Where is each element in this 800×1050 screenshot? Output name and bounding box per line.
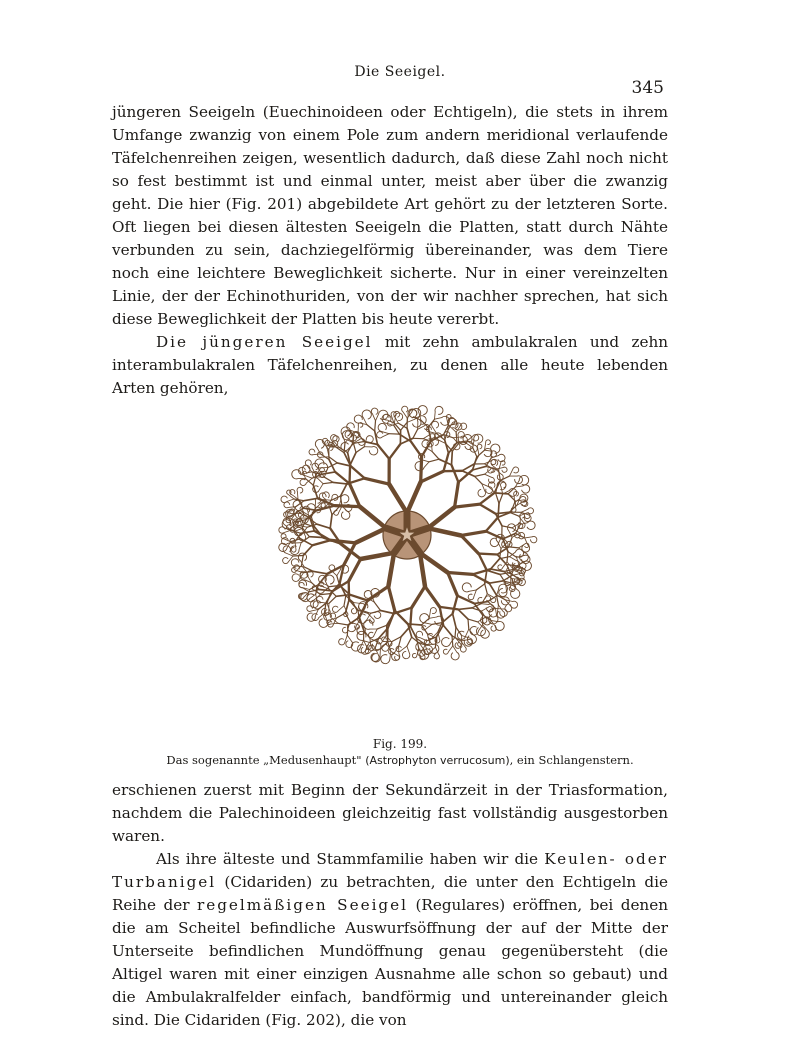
spaced-emphasis: Keulen- oder Turbanigel (112, 850, 668, 891)
caption-latin-name: (Astrophyton verrucosum) (365, 754, 510, 767)
caption-prefix: Das sogenannte „Medusenhaupt" (166, 753, 366, 767)
page-number: 345 (631, 78, 664, 98)
figure-medusenhaupt (195, 345, 615, 725)
running-title: Die Seeigel. (354, 64, 446, 80)
paragraph: erschienen zuerst mit Beginn der Sekundärzeit in der Triasformation, nachdem die Palechinoideen gleichzeitig fast vollständig ausgestorben waren. (112, 781, 668, 845)
paragraph (112, 848, 668, 1032)
paragraph-text: (Regulares) eröffnen, bei denen die am Scheitel befindliche Auswurfsöffnung der auf der Mitte der Unterseite befindlichen Mundöffnung genau gegenübersteht (die Altigel waren mit einer einzigen Ausnahme alle schon so gebaut) und die Ambulakralfelder einfach, bandförmig und untereinander gleich sind. Die Cidariden (Fig. 202), die von (112, 896, 668, 1029)
basket-star-illustration (195, 345, 615, 725)
figure-number: Fig. 199. (372, 737, 428, 751)
text-block-bottom (112, 779, 668, 1032)
spaced-emphasis: regelmäßigen Seeigel (196, 896, 408, 914)
spaced-emphasis: Die jüngeren Seeigel (156, 333, 373, 351)
paragraph: jüngeren Seeigeln (Euechinoideen oder Echtigeln), die stets in ihrem Umfange zwanzig von einem Pole zum andern meridional verlaufende Täfelchenreihen zeigen, wesentlich dadurch, daß diese Zahl noch nicht so fest bestimmt ist und einmal unter, meist aber über die zwanzig geht. Die hier (Fig. 201) abgebildete Art gehört zu der letzteren Sorte. Oft liegen bei diesen ältesten Seeigeln die Platten, statt durch Nähte verbunden zu sein, dachziegelförmig übereinander, was dem Tiere noch eine leichtere Beweglichkeit sicherte. Nur in einer vereinzelten Linie, der der Echinothuriden, von der wir nachher sprechen, hat sich diese Beweglichkeit der Platten bis heute vererbt. (112, 103, 668, 328)
paragraph-text: Als ihre älteste und Stammfamilie haben wir die (156, 850, 545, 868)
caption-suffix: , ein Schlangenstern. (509, 753, 634, 767)
paragraph-text: mit zehn ambulakralen und zehn interambulakralen Täfelchenreihen, zu denen alle heute lebenden Arten gehören, (112, 333, 669, 397)
paragraph-text: (Cidariden) zu betrachten, die unter den Echtigeln die Reihe der (112, 873, 668, 914)
figure-caption (0, 753, 800, 767)
